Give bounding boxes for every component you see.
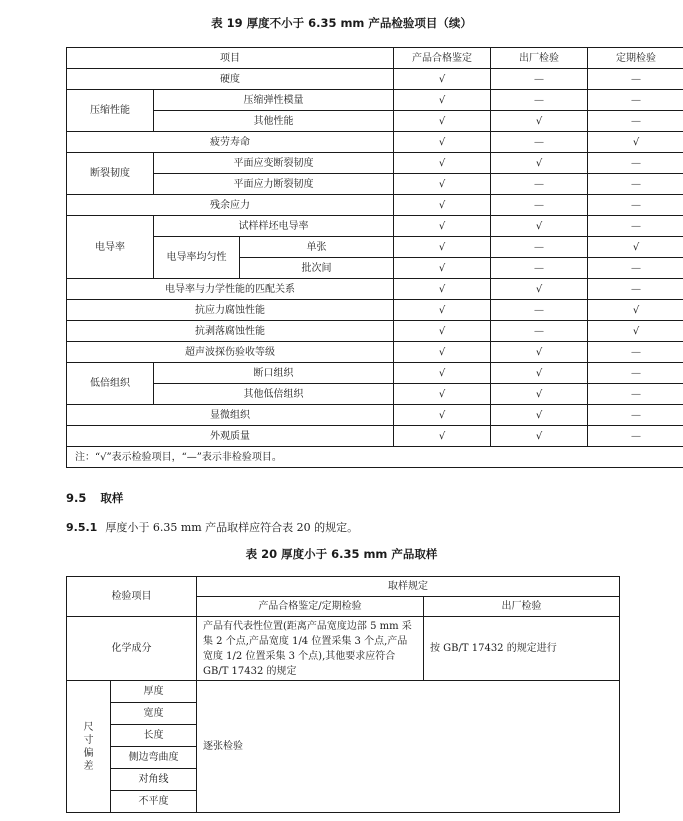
cell-value: √ [491, 405, 588, 426]
cell-value: √ [394, 342, 491, 363]
cell-value: — [491, 69, 588, 90]
table-row [67, 153, 683, 174]
table-row [67, 90, 683, 111]
table-row [67, 237, 683, 258]
table19-caption: 表 19 厚度不小于 6.35 mm 产品检验项目（续） [211, 16, 472, 30]
section-title: 取样 [100, 491, 124, 505]
cell-value: — [588, 153, 683, 174]
clause-text: 厚度小于 6.35 mm 产品取样应符合表 20 的规定。 [105, 521, 359, 534]
table-row [67, 426, 683, 447]
cell-value: √ [491, 279, 588, 300]
row-label: 压缩弹性模量 [154, 90, 394, 111]
cell-value: √ [588, 132, 683, 153]
cell-value: — [588, 174, 683, 195]
row-label: 抗剥落腐蚀性能 [67, 321, 394, 342]
cell-value: — [491, 132, 588, 153]
row-label: 厚度 [111, 681, 197, 703]
group-label: 电导率 [67, 216, 154, 279]
row-label: 其他性能 [154, 111, 394, 132]
cell-value: √ [394, 321, 491, 342]
row-label: 显微组织 [67, 405, 394, 426]
cell-value: — [588, 426, 683, 447]
cell-value: — [491, 258, 588, 279]
chemical-sampling-rule: 产品有代表性位置(距离产品宽度边部 5 mm 采集 2 个点,产品宽度 1/4 位置采集 3 个点,产品宽度 1/2 位置采集 3 个点),其他要求应符合 GB/T 17432 的规定 [197, 617, 424, 681]
row-label: 长度 [111, 725, 197, 747]
cell-value: √ [491, 384, 588, 405]
row-label: 对角线 [111, 769, 197, 791]
row-label: 电导率与力学性能的匹配关系 [67, 279, 394, 300]
cell-value: √ [588, 237, 683, 258]
row-label: 化学成分 [67, 617, 197, 681]
cell-value: — [588, 363, 683, 384]
cell-value: — [588, 111, 683, 132]
table20 [66, 576, 620, 813]
table-row [67, 69, 683, 90]
row-label: 单张 [240, 237, 394, 258]
row-label: 宽度 [111, 703, 197, 725]
dimension-rule: 逐张检验 [197, 681, 620, 813]
table-row [67, 342, 683, 363]
table19-note-row [67, 447, 683, 468]
cell-value: √ [491, 426, 588, 447]
cell-value: — [588, 90, 683, 111]
cell-value: √ [394, 111, 491, 132]
table-row [67, 111, 683, 132]
cell-value: √ [491, 111, 588, 132]
cell-value: — [491, 90, 588, 111]
header-qualification-periodic: 产品合格鉴定/定期检验 [197, 597, 424, 617]
row-label: 其他低倍组织 [154, 384, 394, 405]
table-row [67, 363, 683, 384]
table-row [67, 279, 683, 300]
table-row [67, 132, 683, 153]
cell-value: √ [394, 216, 491, 237]
cell-value: √ [394, 426, 491, 447]
row-label: 不平度 [111, 791, 197, 813]
group-label: 尺寸偏差 [67, 681, 111, 813]
cell-value: √ [394, 174, 491, 195]
table20-header-row [67, 577, 620, 597]
cell-value: √ [394, 153, 491, 174]
group-label: 断裂韧度 [67, 153, 154, 195]
cell-value: √ [491, 153, 588, 174]
cell-value: — [588, 279, 683, 300]
cell-value: — [491, 300, 588, 321]
cell-value: — [491, 195, 588, 216]
cell-value: √ [394, 258, 491, 279]
cell-value: √ [588, 321, 683, 342]
row-label: 侧边弯曲度 [111, 747, 197, 769]
chemical-factory-rule: 按 GB/T 17432 的规定进行 [424, 617, 620, 681]
row-label: 平面应力断裂韧度 [154, 174, 394, 195]
group-label: 低倍组织 [67, 363, 154, 405]
table-row [67, 681, 620, 703]
cell-value: √ [491, 342, 588, 363]
cell-value: — [588, 384, 683, 405]
clause-number: 9.5.1 [66, 521, 98, 534]
section-heading [66, 490, 123, 506]
cell-value: √ [394, 279, 491, 300]
row-label: 超声波探伤验收等级 [67, 342, 394, 363]
cell-value: — [588, 195, 683, 216]
cell-value: √ [394, 195, 491, 216]
table-row [67, 384, 683, 405]
header-factory: 出厂检验 [424, 597, 620, 617]
cell-value: — [588, 69, 683, 90]
row-label: 硬度 [67, 69, 394, 90]
cell-value: √ [394, 90, 491, 111]
group-label: 压缩性能 [67, 90, 154, 132]
cell-value: — [588, 216, 683, 237]
row-label: 疲劳寿命 [67, 132, 394, 153]
table19-note: 注：“√”表示检验项目，“—”表示非检验项目。 [67, 447, 683, 468]
row-label: 批次间 [240, 258, 394, 279]
row-label: 试样样坯电导率 [154, 216, 394, 237]
cell-value: √ [491, 363, 588, 384]
table-row [67, 195, 683, 216]
header-item: 检验项目 [67, 577, 197, 617]
cell-value: √ [394, 237, 491, 258]
cell-value: — [588, 405, 683, 426]
cell-value: √ [588, 300, 683, 321]
table-row [67, 405, 683, 426]
cell-value: — [491, 237, 588, 258]
cell-value: √ [394, 300, 491, 321]
table-row [67, 321, 683, 342]
cell-value: — [491, 174, 588, 195]
header-item: 项目 [67, 48, 394, 69]
header-qualification: 产品合格鉴定 [394, 48, 491, 69]
section-number: 9.5 [66, 491, 87, 505]
table20-caption: 表 20 厚度小于 6.35 mm 产品取样 [245, 547, 438, 561]
table-row [67, 216, 683, 237]
clause-9-5-1 [66, 519, 358, 535]
row-label: 残余应力 [67, 195, 394, 216]
table19-header-row [67, 48, 683, 69]
row-label: 抗应力腐蚀性能 [67, 300, 394, 321]
cell-value: √ [491, 216, 588, 237]
cell-value: √ [394, 132, 491, 153]
header-sampling: 取样规定 [197, 577, 620, 597]
row-label: 外观质量 [67, 426, 394, 447]
header-factory: 出厂检验 [491, 48, 588, 69]
cell-value: √ [394, 363, 491, 384]
cell-value: — [588, 342, 683, 363]
cell-value: √ [394, 69, 491, 90]
table-row [67, 617, 620, 681]
table19 [66, 47, 683, 468]
row-label: 平面应变断裂韧度 [154, 153, 394, 174]
subgroup-label: 电导率均匀性 [154, 237, 240, 279]
table-row [67, 174, 683, 195]
cell-value: √ [394, 384, 491, 405]
cell-value: — [588, 258, 683, 279]
row-label: 断口组织 [154, 363, 394, 384]
table-row [67, 300, 683, 321]
cell-value: — [491, 321, 588, 342]
header-periodic: 定期检验 [588, 48, 683, 69]
cell-value: √ [394, 405, 491, 426]
